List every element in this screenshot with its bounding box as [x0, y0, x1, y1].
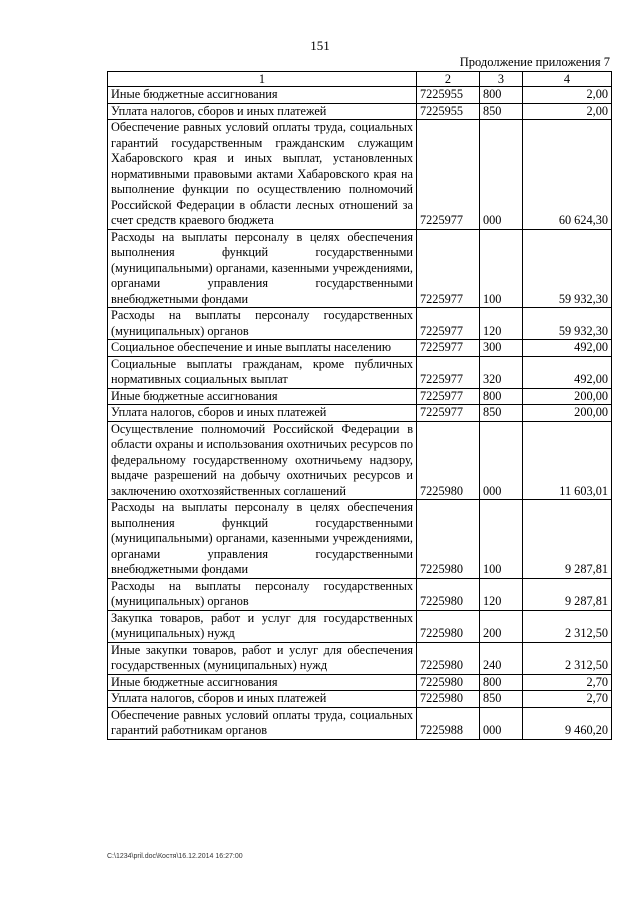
row-code: 7225980 [417, 674, 480, 691]
row-amount: 59 932,30 [523, 308, 612, 340]
table-header-row [108, 72, 612, 87]
row-type: 000 [480, 421, 523, 500]
row-name: Осуществление полномочий Российской Федерации в области охраны и использования охотничьих ресурсов по федеральному государственному охотничьему надзору, выдаче разрешений на добычу охотничьих ресурсов и заключению охотхозяйственных соглашений [108, 421, 417, 500]
header-col-2: 2 [417, 72, 480, 87]
row-code: 7225980 [417, 610, 480, 642]
table-row [108, 120, 612, 230]
row-amount: 492,00 [523, 356, 612, 388]
row-amount: 200,00 [523, 405, 612, 422]
row-code: 7225977 [417, 405, 480, 422]
page-number: 151 [310, 38, 330, 53]
table-row [108, 405, 612, 422]
row-type: 000 [480, 120, 523, 230]
row-type: 100 [480, 229, 523, 308]
row-type: 200 [480, 610, 523, 642]
table-row [108, 356, 612, 388]
table-row [108, 642, 612, 674]
row-amount: 2 312,50 [523, 642, 612, 674]
table-row [108, 103, 612, 120]
appendix-label: Продолжение приложения 7 [459, 55, 610, 69]
row-type: 240 [480, 642, 523, 674]
table-row [108, 707, 612, 739]
row-type: 850 [480, 103, 523, 120]
table-row [108, 308, 612, 340]
table-row [108, 421, 612, 500]
row-name: Иные бюджетные ассигнования [108, 87, 417, 104]
row-type: 800 [480, 388, 523, 405]
row-type: 850 [480, 691, 523, 708]
row-amount: 9 287,81 [523, 500, 612, 579]
header-col-1: 1 [108, 72, 417, 87]
row-type: 120 [480, 308, 523, 340]
row-amount: 492,00 [523, 340, 612, 357]
row-name: Уплата налогов, сборов и иных платежей [108, 691, 417, 708]
row-code: 7225977 [417, 120, 480, 230]
row-type: 800 [480, 674, 523, 691]
row-name: Закупка товаров, работ и услуг для государственных (муниципальных) нужд [108, 610, 417, 642]
header-col-4: 4 [523, 72, 612, 87]
row-code: 7225977 [417, 356, 480, 388]
table-row [108, 500, 612, 579]
row-code: 7225980 [417, 578, 480, 610]
row-code: 7225955 [417, 87, 480, 104]
row-code: 7225955 [417, 103, 480, 120]
row-code: 7225977 [417, 308, 480, 340]
row-name: Обеспечение равных условий оплаты труда, социальных гарантий государственным гражданским служащим Хабаровского края и иных выплат, установленных нормативными правовыми актами Хабаровского края на выполнение функции по осуществлению полномочий Российской Федерации в области лесных отношений за счет средств краевого бюджета [108, 120, 417, 230]
row-code: 7225980 [417, 642, 480, 674]
row-name: Расходы на выплаты персоналу в целях обеспечения выполнения функций государственными (муниципальными) органами, казенными учреждениями, органами управления государственными внебюджетными фондами [108, 229, 417, 308]
row-amount: 2,70 [523, 674, 612, 691]
row-code: 7225977 [417, 229, 480, 308]
row-type: 800 [480, 87, 523, 104]
row-name: Иные закупки товаров, работ и услуг для обеспечения государственных (муниципальных) нужд [108, 642, 417, 674]
row-type: 100 [480, 500, 523, 579]
budget-table [107, 71, 612, 740]
row-amount: 9 287,81 [523, 578, 612, 610]
table-row [108, 578, 612, 610]
row-name: Расходы на выплаты персоналу в целях обеспечения выполнения функций государственными (муниципальными) органами, казенными учреждениями, органами управления государственными внебюджетными фондами [108, 500, 417, 579]
header-col-3: 3 [480, 72, 523, 87]
row-code: 7225980 [417, 500, 480, 579]
row-code: 7225980 [417, 691, 480, 708]
row-name: Уплата налогов, сборов и иных платежей [108, 405, 417, 422]
row-code: 7225977 [417, 388, 480, 405]
table-row [108, 87, 612, 104]
table-row [108, 229, 612, 308]
row-name: Расходы на выплаты персоналу государственных (муниципальных) органов [108, 578, 417, 610]
row-name: Обеспечение равных условий оплаты труда, социальных гарантий работникам органов [108, 707, 417, 739]
table-row [108, 674, 612, 691]
row-amount: 60 624,30 [523, 120, 612, 230]
row-amount: 11 603,01 [523, 421, 612, 500]
row-code: 7225977 [417, 340, 480, 357]
row-amount: 2,70 [523, 691, 612, 708]
table-row [108, 340, 612, 357]
row-name: Социальное обеспечение и иные выплаты населению [108, 340, 417, 357]
file-path-footer: C:\1234\pril.doc\Костя\16.12.2014 16:27:00 [107, 853, 243, 860]
row-type: 000 [480, 707, 523, 739]
row-type: 300 [480, 340, 523, 357]
row-name: Расходы на выплаты персоналу государственных (муниципальных) органов [108, 308, 417, 340]
table-row [108, 388, 612, 405]
row-amount: 9 460,20 [523, 707, 612, 739]
row-name: Социальные выплаты гражданам, кроме публичных нормативных социальных выплат [108, 356, 417, 388]
row-name: Иные бюджетные ассигнования [108, 674, 417, 691]
row-type: 120 [480, 578, 523, 610]
row-name: Уплата налогов, сборов и иных платежей [108, 103, 417, 120]
row-amount: 2,00 [523, 103, 612, 120]
row-code: 7225980 [417, 421, 480, 500]
row-amount: 2,00 [523, 87, 612, 104]
row-type: 850 [480, 405, 523, 422]
row-type: 320 [480, 356, 523, 388]
table-body [108, 72, 612, 740]
row-amount: 2 312,50 [523, 610, 612, 642]
row-code: 7225988 [417, 707, 480, 739]
row-amount: 59 932,30 [523, 229, 612, 308]
table-row [108, 610, 612, 642]
row-amount: 200,00 [523, 388, 612, 405]
row-name: Иные бюджетные ассигнования [108, 388, 417, 405]
table-row [108, 691, 612, 708]
